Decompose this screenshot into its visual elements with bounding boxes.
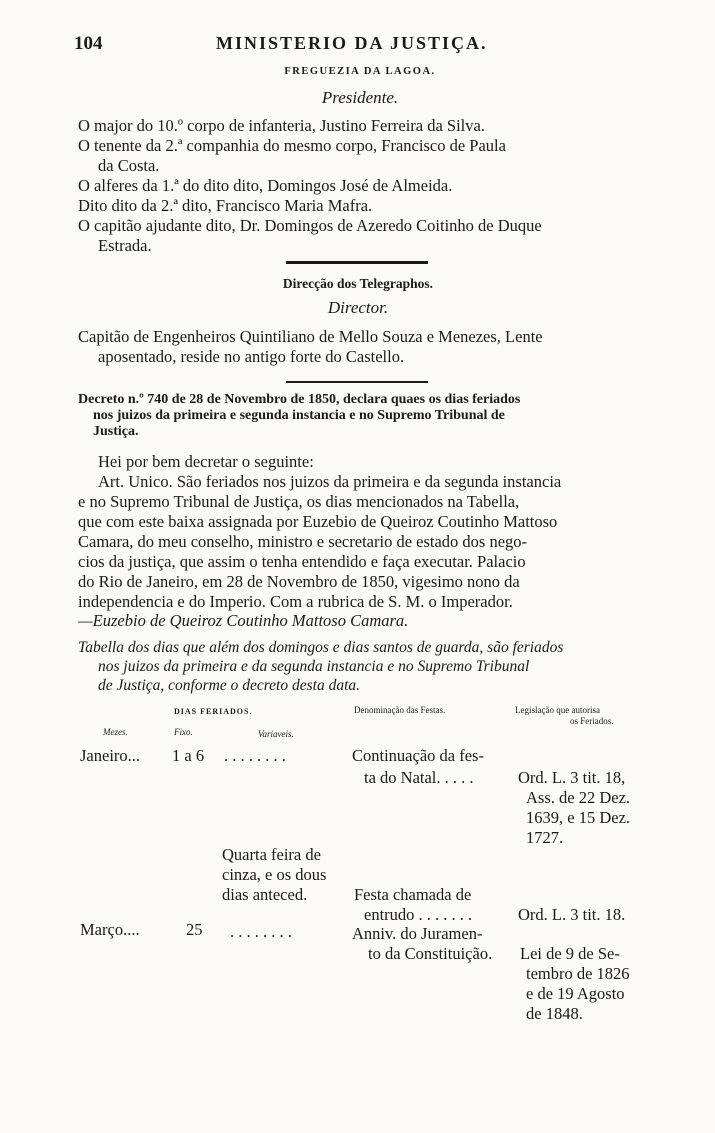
section1-line: O alferes da 1.ª do dito dito, Domingos José de Almeida. xyxy=(78,176,453,195)
row-variable: Quarta feira de xyxy=(222,845,321,864)
row-legislation: 1639, e 15 Dez. xyxy=(526,808,631,827)
row-legislation: Ord. L. 3 tit. 18, xyxy=(518,768,626,787)
decree-body-line: e no Supremo Tribunal de Justiça, os dias mencionados na Tabella, xyxy=(78,492,520,511)
row-festival: Anniv. do Juramen- xyxy=(352,924,483,943)
page-number: 104 xyxy=(74,33,103,54)
section1-line: O major do 10.º corpo de infanteria, Justino Ferreira da Silva. xyxy=(78,116,485,135)
table-caption-line: Tabella dos dias que além dos domingos e dias santos de guarda, são feriados xyxy=(78,639,564,656)
header-legislation-2: os Feriados. xyxy=(570,716,614,726)
decree-title-line: nos juizos da primeira e segunda instancia e no Supremo Tribunal de xyxy=(93,408,505,423)
decree-body-line: Camara, do meu conselho, ministro e secretario de estado dos nego- xyxy=(78,532,528,551)
decree-signature: —Euzebio de Queiroz Coutinho Mattoso Camara. xyxy=(78,611,409,630)
header-legislation: Legislação que autorisa xyxy=(515,705,600,715)
row-variable: dias anteced. xyxy=(222,885,308,904)
table-caption-line: de Justiça, conforme o decreto desta data. xyxy=(98,677,361,694)
decree-title-line: Justiça. xyxy=(93,424,139,439)
section-divider xyxy=(286,261,428,264)
header-festival: Denominação das Festas. xyxy=(354,705,446,715)
row-festival: entrudo . . . . . . . xyxy=(364,905,473,924)
section1-line: Dito dito da 2.ª dito, Francisco Maria Mafra. xyxy=(78,196,373,215)
row-legislation: Lei de 9 de Se- xyxy=(520,944,620,963)
parish-title: FREGUEZIA DA LAGOA. xyxy=(284,66,436,77)
row-festival: to da Constituição. xyxy=(368,944,493,963)
header-dias-feriados: DIAS FERIADOS. xyxy=(174,707,253,716)
decree-body-line: independencia e do Imperio. Com a rubrica de S. M. o Imperador. xyxy=(78,592,513,611)
section1-heading: Presidente. xyxy=(321,88,399,107)
row-legislation: tembro de 1826 xyxy=(526,964,630,983)
decree-body-line: do Rio de Janeiro, em 28 de Novembro de 1850, vigesimo nono da xyxy=(78,572,520,591)
header-variable: Variaveis. xyxy=(258,729,294,739)
row-legislation: e de 19 Agosto xyxy=(526,984,625,1003)
running-title: MINISTERIO DA JUSTIÇA. xyxy=(216,33,488,53)
section2-title: Direcção dos Telegraphos. xyxy=(282,276,434,291)
row-festival: Festa chamada de xyxy=(354,885,472,904)
section2-heading: Director. xyxy=(327,298,389,317)
row-dots: . . . . . . . . xyxy=(230,922,292,941)
row-fixed: 25 xyxy=(186,920,203,939)
section2-line: aposentado, reside no antigo forte do Castello. xyxy=(98,347,405,366)
row-month: Janeiro... xyxy=(80,746,141,765)
decree-body-line: Hei por bem decretar o seguinte: xyxy=(98,452,314,471)
section-divider xyxy=(286,381,428,383)
header-fixed: Fixo. xyxy=(174,727,193,737)
row-legislation: Ord. L. 3 tit. 18. xyxy=(518,905,626,924)
row-legislation: 1727. xyxy=(526,828,564,847)
row-month: Março.... xyxy=(80,920,140,939)
page-header xyxy=(74,33,644,59)
decree-title-line: Decreto n.º 740 de 28 de Novembro de 1850, declara quaes os dias feriados xyxy=(78,392,521,407)
row-legislation: Ass. de 22 Dez. xyxy=(526,788,631,807)
section2-line: Capitão de Engenheiros Quintiliano de Mello Souza e Menezes, Lente xyxy=(78,327,543,346)
section1-line: da Costa. xyxy=(98,156,160,175)
row-festival: ta do Natal. . . . . xyxy=(364,768,474,787)
table-caption-line: nos juizos da primeira e da segunda instancia e no Supremo Tribunal xyxy=(98,658,530,675)
section1-line: Estrada. xyxy=(98,236,152,255)
section1-line: O tenente da 2.ª companhia do mesmo corpo, Francisco de Paula xyxy=(78,136,506,155)
decree-body-line: Art. Unico. São feriados nos juizos da primeira e da segunda instancia xyxy=(98,472,562,491)
row-legislation: de 1848. xyxy=(526,1004,583,1023)
row-dots: . . . . . . . . xyxy=(224,746,286,765)
section1-line: O capitão ajudante dito, Dr. Domingos de Azeredo Coitinho de Duque xyxy=(78,216,542,235)
row-festival: Continuação da fes- xyxy=(352,746,484,765)
row-variable: cinza, e os dous xyxy=(222,865,327,884)
header-months: Mezes. xyxy=(103,727,128,737)
decree-body-line: cios da justiça, que assim o tenha entendido e faça executar. Palacio xyxy=(78,552,526,571)
row-fixed: 1 a 6 xyxy=(172,746,205,765)
decree-body-line: que com este baixa assignada por Euzebio de Queiroz Coutinho Mattoso xyxy=(78,512,558,531)
